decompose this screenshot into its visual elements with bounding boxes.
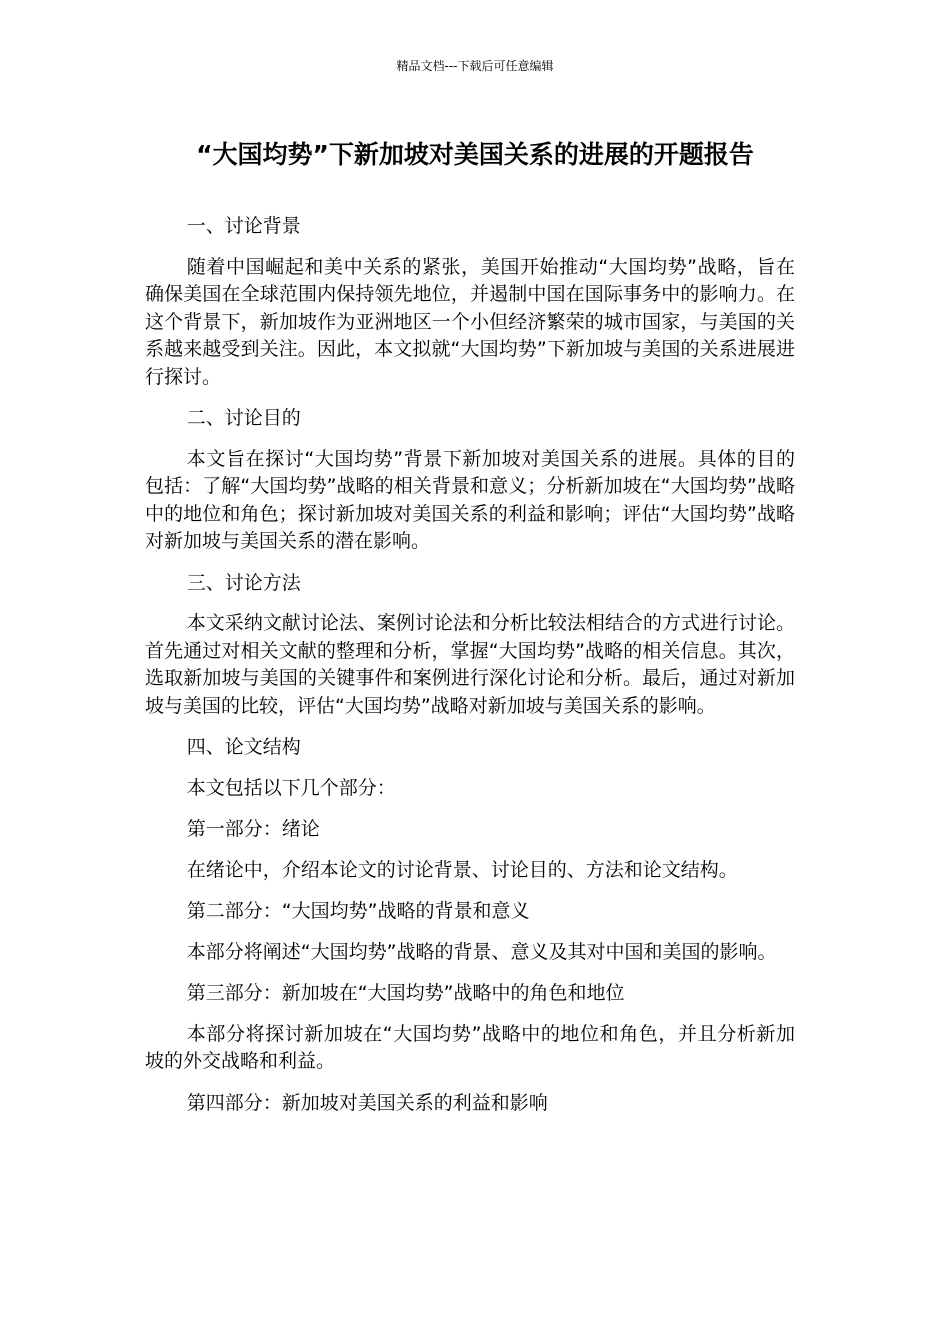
- part-text-1: 在绪论中，介绍本论文的讨论背景、讨论目的、方法和论文结构。: [186, 858, 738, 881]
- part-heading-4: 第四部分：新加坡对美国关系的利益和影响: [186, 1091, 548, 1114]
- section-text-structure-intro: 本文包括以下几个部分：: [186, 776, 396, 799]
- part-heading-2: 第二部分：“大国均势”战略的背景和意义: [186, 900, 530, 922]
- section-heading-background: 一、讨论背景: [186, 215, 301, 237]
- section-text-method: 本文采纳文献讨论法、案例讨论法和分析比较法相结合的方式进行讨论。首先通过对相关文献的整理和分析，掌握“大国均势”战略的相关信息。其次，选取新加坡与美国的关键事件和案例进行深化讨论和分析。最后，通过对新加坡与美国的比较，评估“大国均势”战略对新加坡与美国关系的影响。: [145, 612, 795, 717]
- part-text-2: 本部分将阐述“大国均势”战略的背景、意义及其对中国和美国的影响。: [186, 940, 777, 963]
- section-heading-structure: 四、论文结构: [186, 736, 301, 758]
- part-heading-3: 第三部分：新加坡在“大国均势”战略中的角色和地位: [186, 982, 625, 1004]
- document-body: [145, 213, 795, 1130]
- section-text-background: 随着中国崛起和美中关系的紧张，美国开始推动“大国均势”战略，旨在确保美国在全球范围内保持领先地位，并遏制中国在国际事务中的影响力。在这个背景下，新加坡作为亚洲地区一个小但经济繁荣的城市国家，与美国的关系越来越受到关注。因此，本文拟就“大国均势”下新加坡与美国的关系进展进行探讨。: [145, 255, 795, 388]
- section-heading-purpose: 二、讨论目的: [186, 407, 301, 429]
- part-text-3: 本部分将探讨新加坡在“大国均势”战略中的地位和角色，并且分析新加坡的外交战略和利益。: [145, 1022, 795, 1072]
- part-heading-1: 第一部分：绪论: [186, 818, 320, 840]
- document-title: “大国均势”下新加坡对美国关系的进展的开题报告: [196, 140, 754, 169]
- section-heading-method: 三、讨论方法: [186, 571, 301, 594]
- header-note: 精品文档---下载后可任意编辑: [396, 59, 554, 73]
- section-text-purpose: 本文旨在探讨“大国均势”背景下新加坡对美国关系的进展。具体的目的包括：了解“大国均势”战略的相关背景和意义；分析新加坡在“大国均势”战略中的地位和角色；探讨新加坡对美国关系的利益和影响；评估“大国均势”战略对新加坡与美国关系的潜在影响。: [145, 447, 795, 552]
